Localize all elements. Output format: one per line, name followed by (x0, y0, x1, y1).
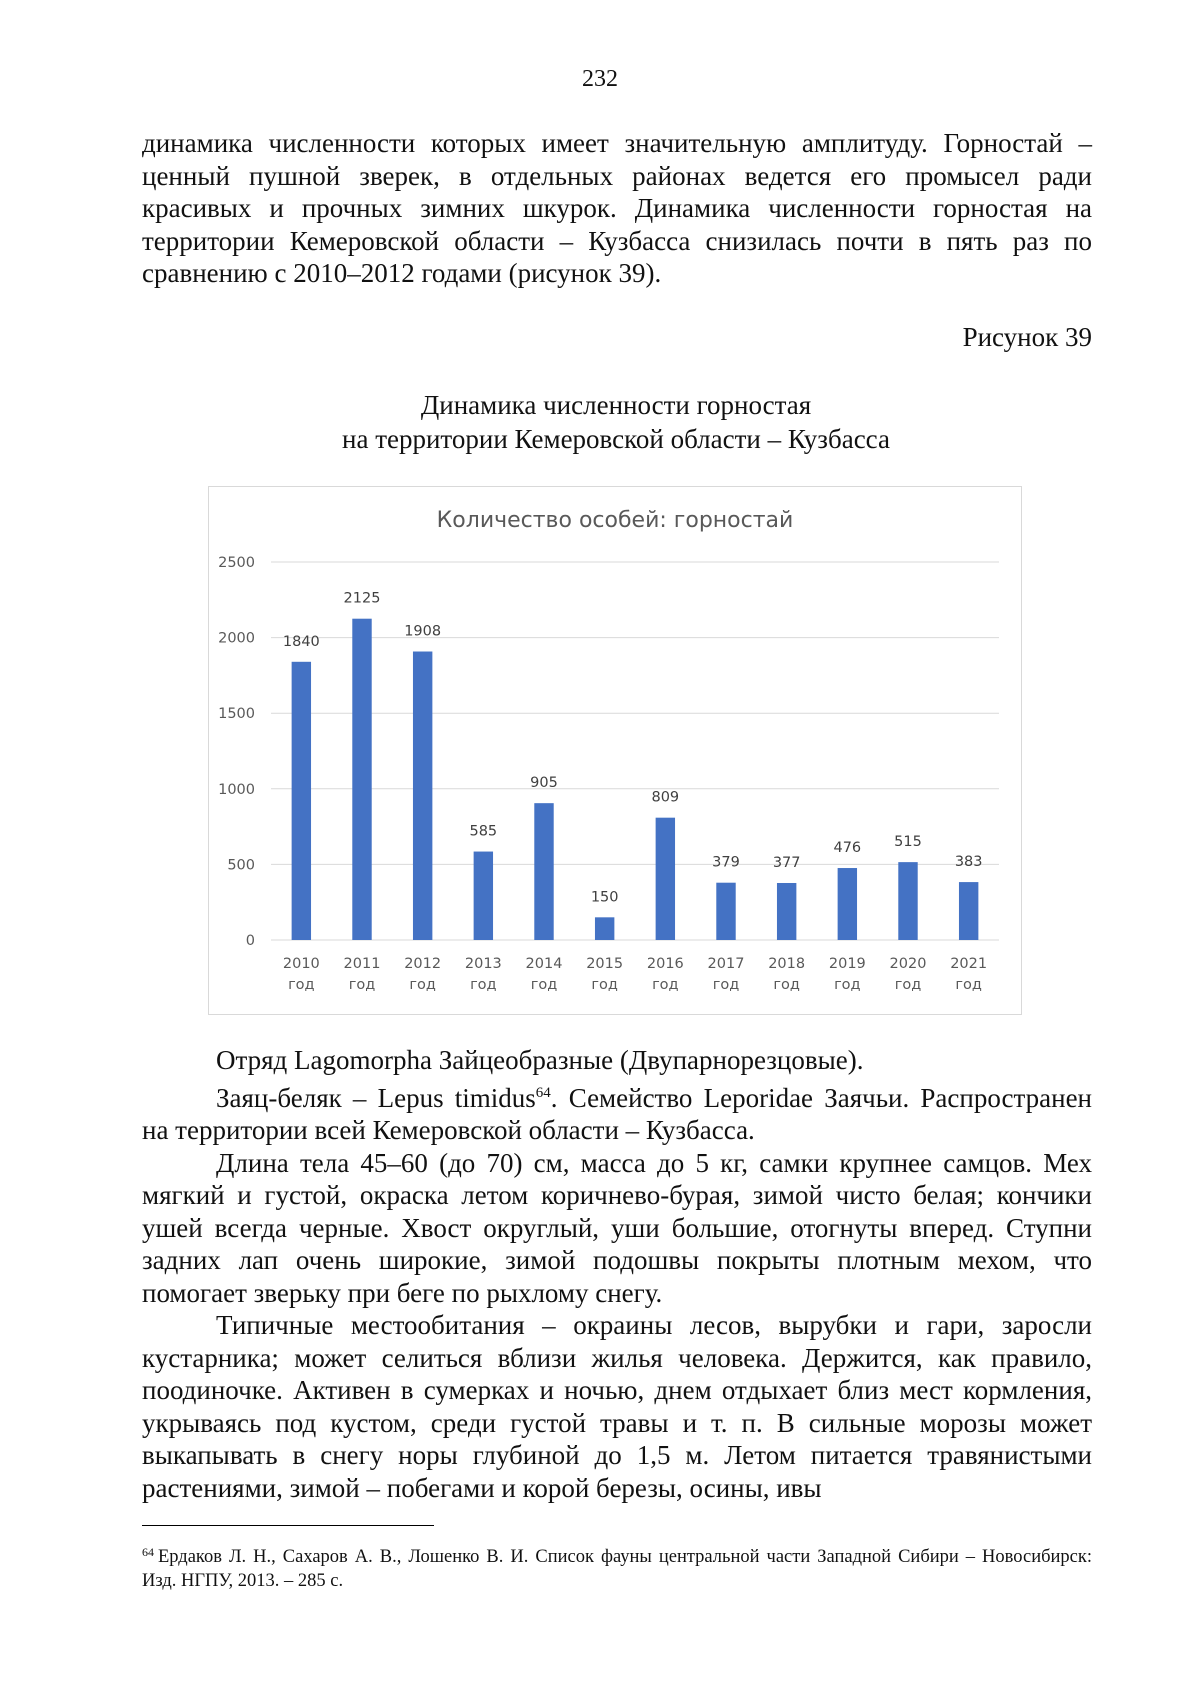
data-label: 476 (833, 840, 862, 857)
footnote (142, 1540, 1092, 1593)
x-tick-label: 2015 год (586, 956, 624, 993)
footnote-ref: 64 (535, 1084, 551, 1101)
hare-family: . Семейство Leporidae Заячьи. Распространен на территории всей Кемеровской области – Кузбасса. (142, 1082, 1093, 1145)
chart-x-axis (283, 956, 987, 993)
x-tick-label: 2019 год (828, 956, 866, 993)
y-tick-label: 0 (245, 933, 255, 949)
x-tick-label: 2012 год (404, 956, 442, 993)
footnote-number: 64 (142, 1545, 154, 1559)
data-label: 809 (651, 789, 680, 806)
intro-text (142, 127, 1092, 290)
y-tick-label: 2000 (218, 630, 255, 647)
description-paragraph: Длина тела 45–60 (до 70) см, масса до 5 кг, самки крупнее самцов. Мех мягкий и густой, окраска летом коричнево-бурая, зимой чисто белая; кончики ушей всегда черные. Хвост округлый, уши большие, отогнуты вперед. Ступни задних лап очень широкие, зимой подошвы покрыты плотным мехом, что помогает зверьку при беге по рыхлому снегу. (142, 1147, 1092, 1308)
bar (413, 652, 432, 940)
habitat-paragraph: Типичные местообитания – окраины лесов, вырубки и гари, заросли кустарника; может селиться вблизи жилья человека. Держится, как правило, поодиночке. Активен в сумерках и ночью, днем отдыхает близ мест кормления, укрываясь под кустом, среди густой травы и т. п. В сильные морозы может выкапывать в снегу норы глубиной до 1,5 м. Летом питается травянистыми растениями, зимой – побегами и корой березы, осины, ивы (142, 1310, 1092, 1503)
chart-gridlines (271, 562, 999, 940)
x-tick-label: 2014 год (525, 956, 563, 993)
x-tick-label: 2016 год (646, 956, 684, 993)
data-label: 2125 (343, 590, 381, 607)
x-tick-label: 2020 год (889, 956, 927, 993)
figure-title-line-2: на территории Кемеровской области – Кузбасса (342, 424, 890, 454)
bar-chart (208, 486, 1022, 1015)
x-tick-label: 2010 год (282, 956, 320, 993)
bar (716, 883, 735, 940)
chart-title: Количество особей: горностай (436, 508, 794, 533)
chart-bars (292, 619, 979, 940)
x-tick-label: 2018 год (768, 956, 806, 993)
intro-paragraph: динамика численности которых имеет значительную амплитуду. Горностай – ценный пушной зверек, в отдельных районах ведется его промысел ради красивых и прочных зимних шкурок. Динамика численности горностая на территории Кемеровской области – Кузбасса снизилась почти в пять раз по сравнению с 2010–2012 годами (рисунок 39). (142, 128, 1092, 288)
hare-name: Заяц-беляк – Lepus timidus (216, 1082, 536, 1113)
y-tick-label: 500 (227, 857, 255, 874)
bar (959, 882, 978, 940)
bar (898, 862, 917, 940)
hare-paragraph (142, 1077, 1092, 1147)
x-tick-label: 2013 год (464, 956, 502, 993)
bar (838, 868, 857, 940)
bar (352, 619, 371, 940)
figure-title-line-1: Динамика численности горностая (420, 390, 812, 420)
bar (656, 818, 675, 940)
data-label: 379 (712, 854, 740, 871)
figure-label: Рисунок 39 (962, 322, 1092, 352)
data-label: 383 (954, 854, 983, 871)
y-tick-label: 1500 (218, 706, 255, 723)
data-label: 585 (469, 823, 498, 840)
footnote-text: Ердаков Л. Н., Сахаров А. В., Лошенко В. И. Список фауны центральной части Западной Сибири – Новосибирск: Изд. НГПУ, 2013. – 285 с. (142, 1547, 1092, 1591)
y-tick-label: 1000 (218, 781, 255, 798)
bar (292, 662, 311, 940)
species-text (142, 1044, 1092, 1504)
data-label: 905 (530, 775, 558, 792)
footnote-divider (142, 1525, 434, 1526)
page-number: 232 (582, 66, 618, 92)
data-label: 1908 (404, 623, 442, 640)
x-tick-label: 2017 год (707, 956, 745, 993)
data-label: 1840 (282, 633, 320, 650)
figure-title (0, 388, 1200, 456)
chart-y-axis (218, 555, 255, 949)
x-tick-label: 2011 год (343, 956, 381, 993)
bar (474, 852, 493, 940)
y-tick-label: 2500 (218, 555, 255, 571)
bar (534, 803, 553, 940)
bar (777, 883, 796, 940)
data-label: 515 (894, 834, 922, 851)
chart-svg (209, 487, 1021, 1014)
x-tick-label: 2021 год (950, 956, 988, 993)
data-label: 150 (590, 889, 619, 906)
order-line: Отряд Lagomorpha Зайцеобразные (Двупарнорезцовые). (216, 1045, 864, 1075)
bar (595, 917, 614, 940)
data-label: 377 (772, 854, 801, 871)
